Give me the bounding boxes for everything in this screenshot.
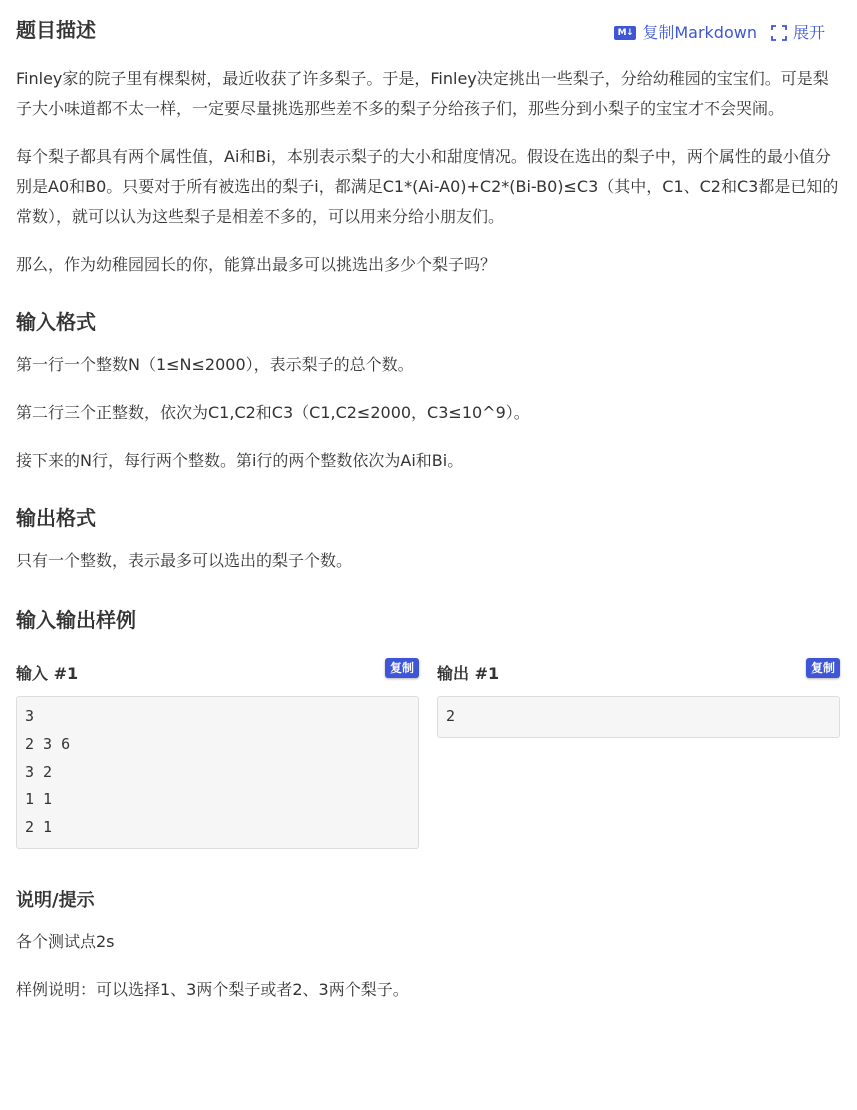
expand-label: 展开 [792,23,825,42]
samples-title: 输入输出样例 [16,608,136,632]
sample-input-header [16,658,419,688]
sample-input-code[interactable]: 3 2 3 6 3 2 1 1 2 1 [16,696,419,849]
hint-line: 各个测试点2s [16,931,115,951]
sample-input [16,658,419,849]
header-actions [614,21,825,45]
hint-line: 样例说明：可以选择1、3两个梨子或者2、3两个梨子。 [16,979,409,999]
sample-output [437,658,840,849]
samples [16,658,841,849]
output-format-line: 只有一个整数，表示最多可以选出的梨子个数。 [16,551,353,570]
description-paragraph: 每个梨子都具有两个属性值，Ai和Bi，本别表示梨子的大小和甜度情况。假设在选出的梨子中，两个属性的最小值分别是A0和B0。只要对于所有被选出的梨子i，都满足C1*(Ai-A0)+C2*(Bi-B0)≤C3（其中，C1、C2和C3都是已知的常数），就可以认为这些梨子是相差不多的，可以用来分给小朋友们。 [16,147,839,226]
input-format-line: 第一行一个整数N（1≤N≤2000），表示梨子的总个数。 [16,355,414,374]
hint-title: 说明/提示 [16,889,95,911]
copy-markdown-button[interactable] [614,21,757,45]
sample-output-header [437,658,840,688]
sample-output-code[interactable]: 2 [437,696,840,738]
problem-description [16,64,841,280]
input-format-line: 接下来的N行，每行两个整数。第i行的两个整数依次为Ai和Bi。 [16,451,464,470]
expand-icon [771,25,787,41]
input-format-line: 第二行三个正整数，依次为C1,C2和C3（C1,C2≤2000，C3≤10^9）。 [16,403,530,422]
sample-output-label: 输出 #1 [437,664,500,683]
input-format-title: 输入格式 [16,310,96,334]
copy-markdown-label: 复制Markdown [642,23,757,42]
sample-input-label: 输入 #1 [16,664,79,683]
output-format-title: 输出格式 [16,506,96,530]
description-paragraph: 那么，作为幼稚园园长的你，能算出最多可以挑选出多少个梨子吗？ [16,255,497,274]
problem-title: 题目描述 [16,18,96,42]
expand-button[interactable] [771,21,825,45]
problem-header [16,0,841,64]
description-paragraph: Finley家的院子里有棵梨树，最近收获了许多梨子。于是，Finley决定挑出一些梨子，分给幼稚园的宝宝们。可是梨子大小味道都不太一样，一定要尽量挑选那些差不多的梨子分给孩子们，那些分到小梨子的宝宝才不会哭闹。 [16,69,829,118]
copy-input-button[interactable]: 复制 [385,658,419,678]
markdown-icon: M↓ [614,26,636,40]
copy-output-button[interactable]: 复制 [806,658,840,678]
